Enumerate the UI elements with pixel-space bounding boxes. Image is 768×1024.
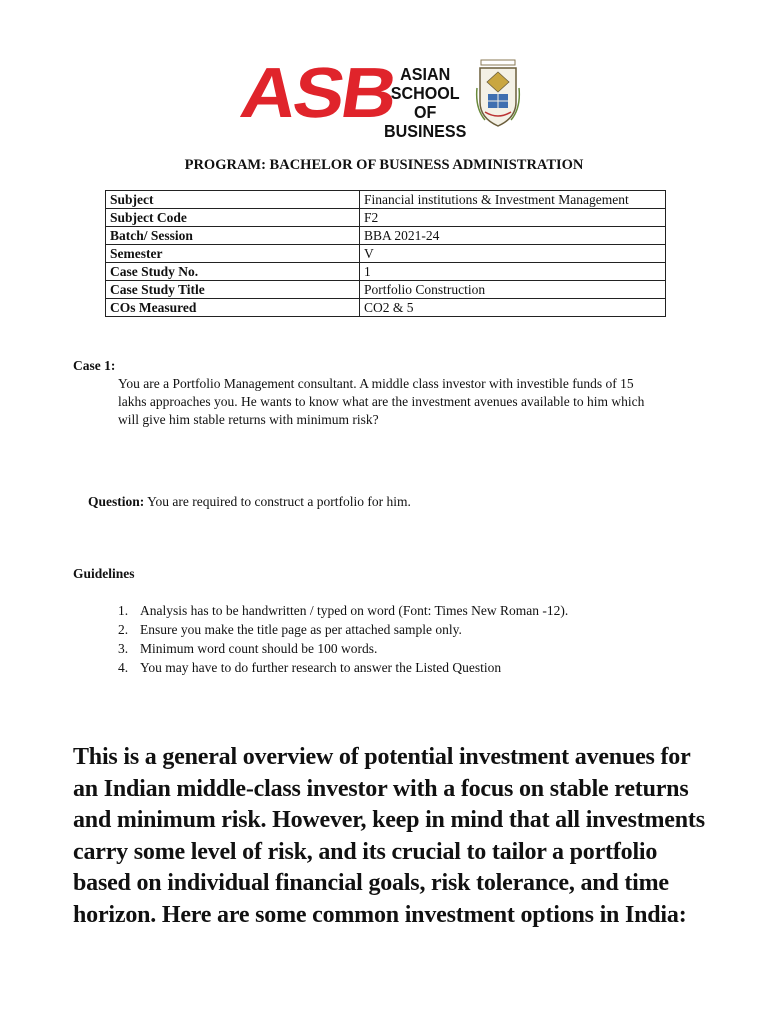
table-row — [106, 191, 666, 209]
list-item — [118, 639, 568, 658]
table-value: BBA 2021-24 — [360, 227, 666, 245]
list-text: Analysis has to be handwritten / typed on word (Font: Times New Roman -12). — [140, 603, 569, 618]
list-text: You may have to do further research to answer the Listed Question — [140, 660, 502, 675]
table-row — [106, 209, 666, 227]
case-label: Case 1: — [73, 358, 116, 373]
table-value: CO2 & 5 — [360, 299, 666, 317]
overview-paragraph: This is a general overview of potential investment avenues for an Indian middle-class investor with a focus on stable returns and minimum risk. However, keep in mind that all investments carry some level of risk, and its crucial to tailor a portfolio based on individual financial goals, risk tolerance, and time horizon. Here are some common investment options in India: — [73, 744, 705, 928]
guidelines-list — [118, 601, 568, 677]
list-number: 1. — [118, 603, 129, 618]
logo-school-name — [381, 65, 469, 141]
table-row — [106, 299, 666, 317]
table-value: Portfolio Construction — [360, 281, 666, 299]
table-value: Financial institutions & Investment Management — [360, 191, 666, 209]
table-key: Semester — [106, 245, 360, 263]
table-key: COs Measured — [106, 299, 360, 317]
case-info-table — [105, 190, 666, 317]
question — [88, 494, 411, 510]
school-crest-icon — [475, 58, 521, 130]
logo-line: ASIAN — [400, 64, 451, 84]
list-item — [118, 620, 568, 639]
table-key: Batch/ Session — [106, 227, 360, 245]
list-text: Ensure you make the title page as per attached sample only. — [140, 622, 462, 637]
logo-asb-letters: ASB — [235, 54, 400, 133]
program-title: PROGRAM: BACHELOR OF BUSINESS ADMINISTRATION — [184, 157, 584, 173]
list-number: 3. — [118, 641, 129, 656]
logo-line: BUSINESS — [384, 121, 467, 141]
question-label: Question: — [88, 494, 145, 509]
list-number: 4. — [118, 660, 129, 675]
table-value: 1 — [360, 263, 666, 281]
question-text: You are required to construct a portfolio for him. — [147, 494, 411, 509]
list-number: 2. — [118, 622, 129, 637]
list-item — [118, 658, 568, 677]
table-value: F2 — [360, 209, 666, 227]
table-key: Subject Code — [106, 209, 360, 227]
list-item — [118, 601, 568, 620]
table-key: Case Study No. — [106, 263, 360, 281]
guidelines-title: Guidelines — [73, 566, 135, 581]
logo-line: SCHOOL OF — [390, 83, 460, 122]
table-row — [106, 281, 666, 299]
table-value: V — [360, 245, 666, 263]
case-text: You are a Portfolio Management consultant. A middle class investor with investible funds of 15 lakhs approaches you. He wants to know what are the investment avenues available to him which will give him stable returns with minimum risk? — [118, 376, 645, 427]
table-row — [106, 227, 666, 245]
table-row — [106, 245, 666, 263]
school-logo — [235, 54, 527, 141]
list-text: Minimum word count should be 100 words. — [140, 641, 378, 656]
table-key: Case Study Title — [106, 281, 360, 299]
table-key: Subject — [106, 191, 360, 209]
table-row — [106, 263, 666, 281]
